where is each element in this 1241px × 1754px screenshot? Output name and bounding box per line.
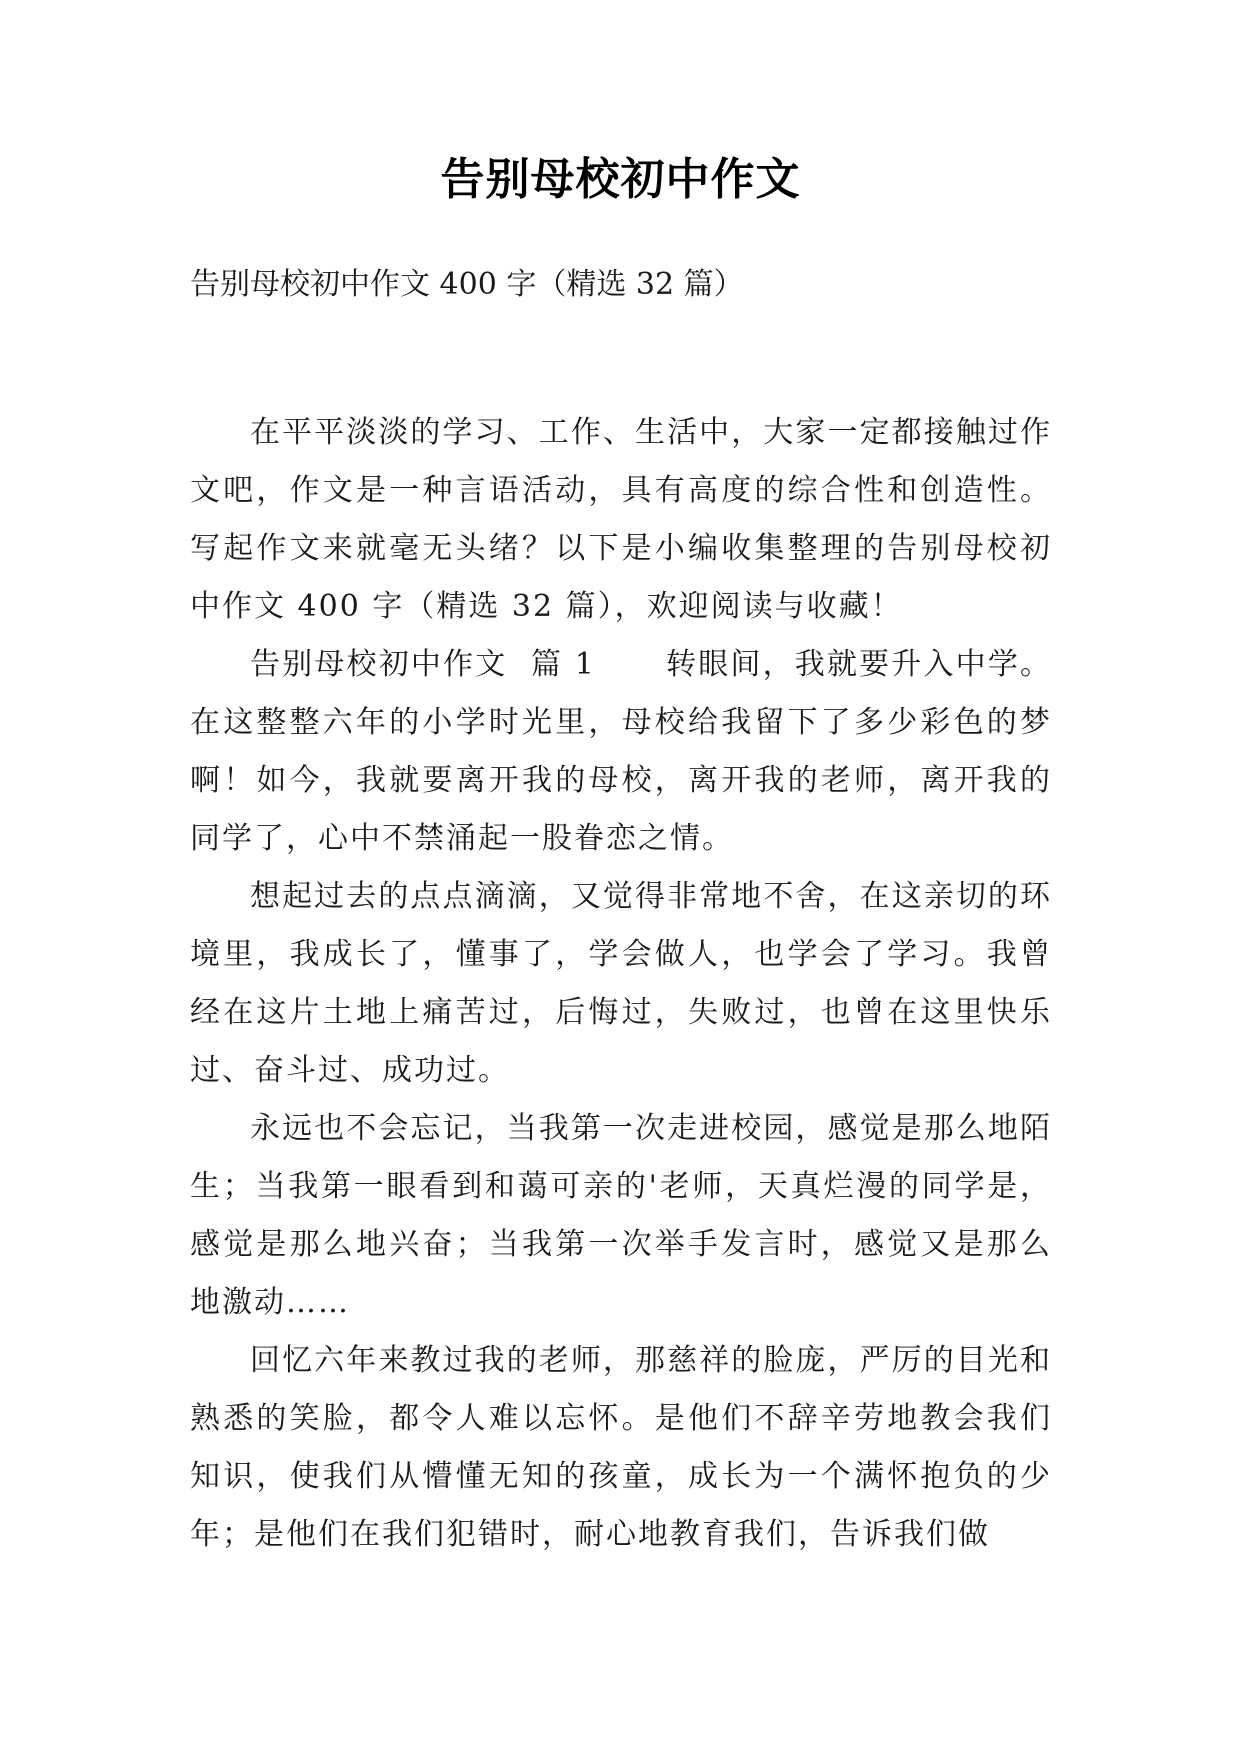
paragraph-1: 告别母校初中作文 篇 1 转眼间，我就要升入中学。在这整整六年的小学时光里，母校给我留下了多少彩色的梦啊！如今，我就要离开我的母校，离开我的老师，离开我的同学了，心中不禁涌起一股眷恋之情。 [190,647,1052,856]
paragraph-3: 永远也不会忘记，当我第一次走进校园，感觉是那么地陌生；当我第一眼看到和蔼可亲的'老师，天真烂漫的同学是，感觉是那么地兴奋；当我第一次举手发言时，感觉又是那么地激动…… [190,1111,1052,1320]
document-body [190,404,1052,1564]
document-subtitle: 告别母校初中作文 400 字（精选 32 篇） [190,267,744,302]
paragraph-intro: 在平平淡淡的学习、工作、生活中，大家一定都接触过作文吧，作文是一种言语活动，具有高度的综合性和创造性。写起作文来就毫无头绪？以下是小编收集整理的告别母校初中作文 400 字（精选 32 篇），欢迎阅读与收藏！ [190,415,1052,624]
paragraph-4: 回忆六年来教过我的老师，那慈祥的脸庞，严厉的目光和熟悉的笑脸，都令人难以忘怀。是他们不辞辛劳地教会我们知识，使我们从懵懂无知的孩童，成长为一个满怀抱负的少年；是他们在我们犯错时，耐心地教育我们，告诉我们做 [190,1343,1052,1552]
paragraph-2: 想起过去的点点滴滴，又觉得非常地不舍，在这亲切的环境里，我成长了，懂事了，学会做人，也学会了学习。我曾经在这片土地上痛苦过，后悔过，失败过，也曾在这里快乐过、奋斗过、成功过。 [190,879,1052,1088]
document-title: 告别母校初中作文 [440,154,801,205]
